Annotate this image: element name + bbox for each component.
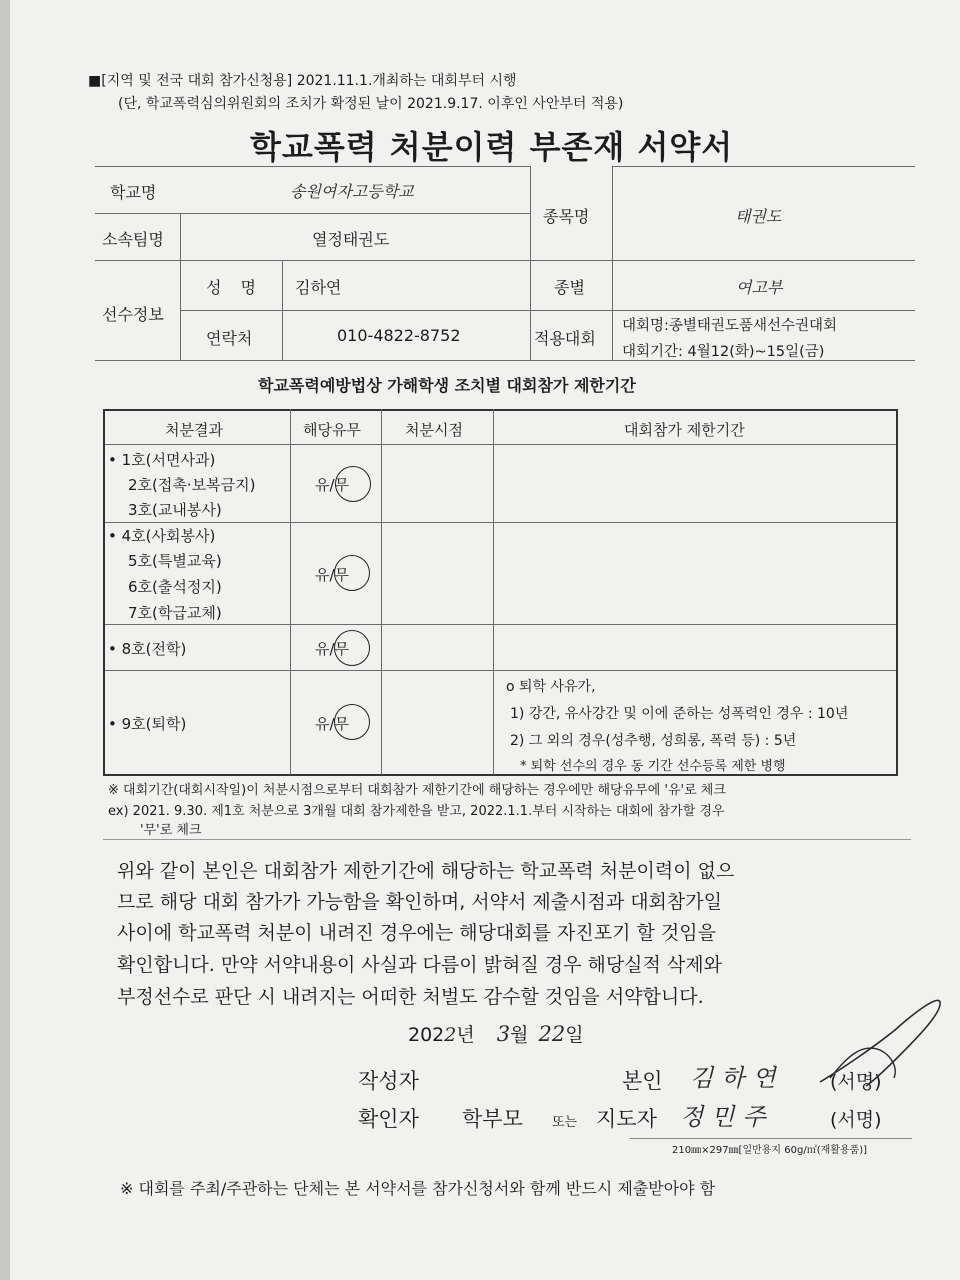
school-value: 송원여자고등학교 <box>290 182 414 201</box>
row4-answer: 유/무 <box>315 715 350 733</box>
team-value: 열정태권도 <box>312 230 390 249</box>
note-1: ※ 대회기간(대회시작일)이 처분시점으로부터 대회참가 제한기간에 해당하는 경우에만 해당유무에 '유'로 체크 <box>108 783 726 798</box>
info-line <box>530 310 915 311</box>
footer-note: ※ 대회를 주최/주관하는 단체는 본 서약서를 참가신청서와 함께 반드시 제출받아야 함 <box>120 1179 716 1198</box>
coach-sign-label: (서명) <box>830 1109 882 1131</box>
contact-value: 010-4822-8752 <box>337 326 461 345</box>
table-row-line <box>103 670 897 671</box>
document-title: 학교폭력 처분이력 부존재 서약서 <box>250 128 734 166</box>
team-label: 소속팀명 <box>102 230 164 249</box>
school-label: 학교명 <box>110 183 157 202</box>
spec-divider <box>630 1138 912 1139</box>
player-info-label: 선수정보 <box>102 305 164 324</box>
author-label: 작성자 <box>358 1069 419 1093</box>
category-label: 종별 <box>554 278 585 297</box>
event-period: 대회기간: 4월12(화)~15일(금) <box>622 344 825 360</box>
row3-item: • 8호(전학) <box>108 640 187 658</box>
signature-scribble-icon <box>800 990 950 1090</box>
header-line-1: ■[지역 및 전국 대회 참가신청용] 2021.11.1.개최하는 대회부터 시행 <box>88 73 517 89</box>
row1-item: 3호(교내봉사) <box>128 501 222 519</box>
info-line <box>95 213 530 214</box>
table-col-line <box>381 409 382 775</box>
table-col-line <box>290 409 291 775</box>
date-year-label: 년 <box>456 1024 475 1046</box>
note-2b: '무'로 체크 <box>140 823 202 838</box>
row2-answer-circle <box>334 555 370 591</box>
row2-item: 6호(출석정지) <box>128 578 222 596</box>
pledge-line: 확인합니다. 만약 서약내용이 사실과 다름이 밝혀질 경우 해당실적 삭제와 <box>117 954 722 976</box>
info-vline <box>530 166 531 360</box>
sport-value: 태권도 <box>735 207 782 226</box>
event-name: 대회명:종별태권도품새선수권대회 <box>622 318 837 334</box>
info-vline <box>180 213 181 360</box>
notes-divider <box>103 839 911 840</box>
note-2a: ex) 2021. 9.30. 제1호 처분으로 3개월 대회 참가제한을 받고, 2022.1.1.부터 시작하는 대회에 참가할 경우 <box>108 804 725 819</box>
self-label: 본인 <box>622 1069 663 1093</box>
name-label: 성 명 <box>206 278 256 297</box>
row4-limit-line: 2) 그 외의 경우(성추행, 성희롱, 폭력 등) : 5년 <box>510 733 797 749</box>
row4-limit-line: 1) 강간, 유사강간 및 이에 준하는 성폭력인 경우 : 10년 <box>510 706 849 722</box>
row2-item: 5호(특별교육) <box>128 552 222 570</box>
table-header-line <box>103 444 897 445</box>
header-disposition-date: 처분시점 <box>405 421 463 439</box>
date-month-hand: 3 <box>496 1022 511 1046</box>
table-row-line <box>103 624 897 625</box>
sport-label: 종목명 <box>543 207 590 226</box>
row1-item: • 1호(서면사과) <box>108 451 216 469</box>
header-disposition: 처분결과 <box>165 421 223 439</box>
table-row-line <box>103 522 897 523</box>
table-bottom-border <box>103 774 897 776</box>
self-sign-label: (서명) <box>830 1071 882 1093</box>
info-vline <box>282 260 283 360</box>
info-vline <box>612 166 613 360</box>
header-applicable: 해당유무 <box>303 421 361 439</box>
row4-limit-line: * 퇴학 선수의 경우 동 기간 선수등록 제한 병행 <box>520 759 786 774</box>
info-line <box>95 260 915 261</box>
category-value: 여고부 <box>736 278 783 297</box>
coach-label: 지도자 <box>596 1107 657 1131</box>
row1-answer: 유/무 <box>315 476 350 494</box>
table-top-border <box>103 409 897 411</box>
header-line-2: (단, 학교폭력심의위원회의 조치가 확정된 날이 2021.9.17. 이후인 사안부터 적용) <box>118 96 624 112</box>
event-label: 적용대회 <box>534 329 596 348</box>
row2-answer: 유/무 <box>315 566 350 584</box>
paper-spec: 210㎜×297㎜[일반용지 60g/㎡(재활용품)] <box>672 1145 868 1156</box>
date-month-label: 월 <box>510 1024 529 1046</box>
info-line <box>95 166 530 167</box>
section-title: 학교폭력예방법상 가해학생 조치별 대회참가 제한기간 <box>258 376 636 395</box>
info-line <box>612 166 915 167</box>
table-col-line <box>493 409 494 775</box>
row3-answer-circle <box>334 630 370 666</box>
date-line <box>408 1020 584 1047</box>
table-left-border <box>103 409 105 776</box>
row4-item: • 9호(퇴학) <box>108 715 187 733</box>
row1-answer-circle <box>335 466 371 502</box>
self-name-handwritten: 김하연 <box>690 1064 784 1092</box>
date-year-prefix: 202 <box>408 1024 445 1046</box>
coach-name-handwritten: 정민주 <box>680 1103 774 1131</box>
confirm-label: 확인자 <box>358 1107 419 1131</box>
pledge-line: 사이에 학교폭력 처분이 내려진 경우에는 해당대회를 자진포기 할 것임을 <box>117 922 716 944</box>
parent-label: 학부모 <box>462 1107 523 1131</box>
header-limit-period: 대회참가 제한기간 <box>624 421 745 439</box>
date-year-hand: 2 <box>444 1024 457 1046</box>
pledge-line: 부정선수로 판단 시 내려지는 어떠한 처벌도 감수할 것임을 서약합니다. <box>117 986 704 1008</box>
row1-item: 2호(접촉·보복금지) <box>128 476 256 494</box>
table-right-border <box>896 409 898 776</box>
date-day-hand: 22 <box>538 1022 566 1046</box>
contact-label: 연락처 <box>206 329 253 348</box>
date-day-label: 일 <box>565 1024 584 1046</box>
name-value: 김하연 <box>295 278 342 297</box>
pledge-line: 위와 같이 본인은 대회참가 제한기간에 해당하는 학교폭력 처분이력이 없으 <box>117 860 735 882</box>
row2-item: 7호(학급교체) <box>128 604 222 622</box>
info-line <box>180 310 530 311</box>
row4-answer-circle <box>334 704 370 740</box>
row3-answer: 유/무 <box>315 640 350 658</box>
pledge-line: 므로 해당 대회 참가가 가능함을 확인하며, 서약서 제출시점과 대회참가일 <box>117 891 722 913</box>
row2-item: • 4호(사회봉사) <box>108 527 216 545</box>
row4-limit-line: o 퇴학 사유가, <box>506 679 596 695</box>
or-label: 또는 <box>552 1115 578 1130</box>
